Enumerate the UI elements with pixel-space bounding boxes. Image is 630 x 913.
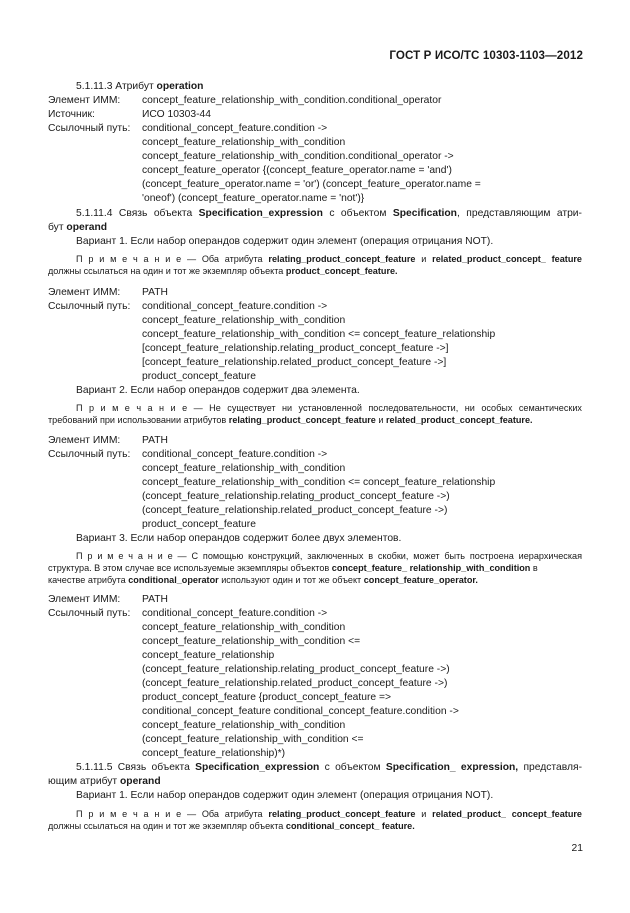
ref-line: [concept_feature_relationship.relating_product_concept_feature ->] xyxy=(142,343,449,354)
ref-line: (concept_feature_relationship.relating_product_concept_feature ->) xyxy=(142,491,450,502)
ref-line: concept_feature_relationship_with_condition.conditional_operator -> xyxy=(142,151,454,162)
ref-line: concept_feature_relationship_with_condition xyxy=(142,315,346,326)
note-variant-3-continuation: структура. В этом случае все используемые экземпляры объектов concept_feature_ relationship_with_condition в xyxy=(48,563,538,573)
ref-line: product_concept_feature xyxy=(142,519,256,530)
ref-line: (concept_feature_relationship.related_product_concept_feature ->) xyxy=(142,505,448,516)
label-element: Элемент ИММ: xyxy=(48,435,121,446)
note-5-1-11-5-continuation: должны ссылаться на один и тот же экземпляр объекта conditional_concept_ feature. xyxy=(48,821,415,831)
ref-line: concept_feature_relationship_with_condition <= concept_feature_relationship xyxy=(142,477,496,488)
ref-line: concept_feature_relationship_with_condition xyxy=(142,463,346,474)
ref-line: concept_feature_operator {(concept_feature_operator.name = 'and') xyxy=(142,165,452,176)
ref-line: concept_feature_relationship)*) xyxy=(142,748,286,759)
ref-line: (concept_feature_relationship.related_product_concept_feature ->) xyxy=(142,678,448,689)
ref-line: product_concept_feature xyxy=(142,371,256,382)
label-element: Элемент ИММ: xyxy=(48,287,121,298)
section-heading-5-1-11-5: 5.1.11.5 Связь объекта Specification_expression с объектом Specification_ expression, представля- xyxy=(76,762,582,773)
note-variant-2: П р и м е ч а н и е — Не существует ни установленной последовательности, ни особых семантических xyxy=(76,403,582,413)
label-reference-path: Ссылочный путь: xyxy=(48,123,131,134)
note-variant-3: П р и м е ч а н и е — С помощью конструкций, заключенных в скобки, может быть построена иерархическая xyxy=(76,551,582,561)
standard-header: ГОСТ Р ИСО/ТС 10303-1103—2012 xyxy=(389,49,583,62)
ref-line: product_concept_feature {product_concept_feature => xyxy=(142,692,392,703)
value-element: concept_feature_relationship_with_condition.conditional_operator xyxy=(142,95,442,106)
ref-line: 'oneof') (concept_feature_operator.name = 'not')} xyxy=(142,193,365,204)
value-element: PATH xyxy=(142,594,168,605)
variant-3-text: Вариант 3. Если набор операндов содержит более двух элементов. xyxy=(76,533,402,544)
value-element: PATH xyxy=(142,287,168,298)
page-number: 21 xyxy=(571,843,583,854)
ref-line: conditional_concept_feature.condition -> xyxy=(142,608,328,619)
label-source: Источник: xyxy=(48,109,95,120)
note-variant-1: П р и м е ч а н и е — Оба атрибута relating_product_concept_feature и related_product_concept_ feature xyxy=(76,254,582,264)
ref-line: conditional_concept_feature.condition -> xyxy=(142,301,328,312)
section-heading-continuation: ющим атрибут operand xyxy=(48,776,161,787)
ref-line: conditional_concept_feature conditional_concept_feature.condition -> xyxy=(142,706,459,717)
ref-line: (concept_feature_operator.name = 'or') (concept_feature_operator.name = xyxy=(142,179,481,190)
variant-2-text: Вариант 2. Если набор операндов содержит два элемента. xyxy=(76,385,360,396)
ref-line: concept_feature_relationship xyxy=(142,650,275,661)
variant-1-text: Вариант 1. Если набор операндов содержит один элемент (операция отрицания NOT). xyxy=(76,790,494,801)
ref-line: (concept_feature_relationship.relating_product_concept_feature ->) xyxy=(142,664,450,675)
note-5-1-11-5: П р и м е ч а н и е — Оба атрибута relating_product_concept_feature и related_product_ concept_feature xyxy=(76,809,582,819)
label-reference-path: Ссылочный путь: xyxy=(48,449,131,460)
ref-line: concept_feature_relationship_with_condition <= concept_feature_relationship xyxy=(142,329,496,340)
ref-line: concept_feature_relationship_with_condition xyxy=(142,622,346,633)
variant-1-text: Вариант 1. Если набор операндов содержит один элемент (операция отрицания NOT). xyxy=(76,236,494,247)
label-element: Элемент ИММ: xyxy=(48,594,121,605)
ref-line: conditional_concept_feature.condition -> xyxy=(142,449,328,460)
section-heading-continuation: бут operand xyxy=(48,222,108,233)
note-variant-2-continuation: требований при использовании атрибутов relating_product_concept_feature и related_product_concept_feature. xyxy=(48,415,533,425)
value-source: ИСО 10303-44 xyxy=(142,109,211,120)
section-heading-5-1-11-4: 5.1.11.4 Связь объекта Specification_expression с объектом Specification, представляющим атри- xyxy=(76,208,582,219)
ref-line: concept_feature_relationship_with_condition xyxy=(142,720,346,731)
ref-line: (concept_feature_relationship_with_condition <= xyxy=(142,734,364,745)
ref-line: concept_feature_relationship_with_condition xyxy=(142,137,346,148)
note-variant-3-continuation: качестве атрибута conditional_operator используют один и тот же объект concept_feature_operator. xyxy=(48,575,478,585)
ref-line: conditional_concept_feature.condition -> xyxy=(142,123,328,134)
note-variant-1-continuation: должны ссылаться на один и тот же экземпляр объекта product_concept_feature. xyxy=(48,266,398,276)
section-heading-5-1-11-3: 5.1.11.3 Атрибут operation xyxy=(76,81,204,92)
label-element: Элемент ИММ: xyxy=(48,95,121,106)
label-reference-path: Ссылочный путь: xyxy=(48,608,131,619)
value-element: PATH xyxy=(142,435,168,446)
ref-line: concept_feature_relationship_with_condition <= xyxy=(142,636,361,647)
label-reference-path: Ссылочный путь: xyxy=(48,301,131,312)
ref-line: [concept_feature_relationship.related_product_concept_feature ->] xyxy=(142,357,447,368)
